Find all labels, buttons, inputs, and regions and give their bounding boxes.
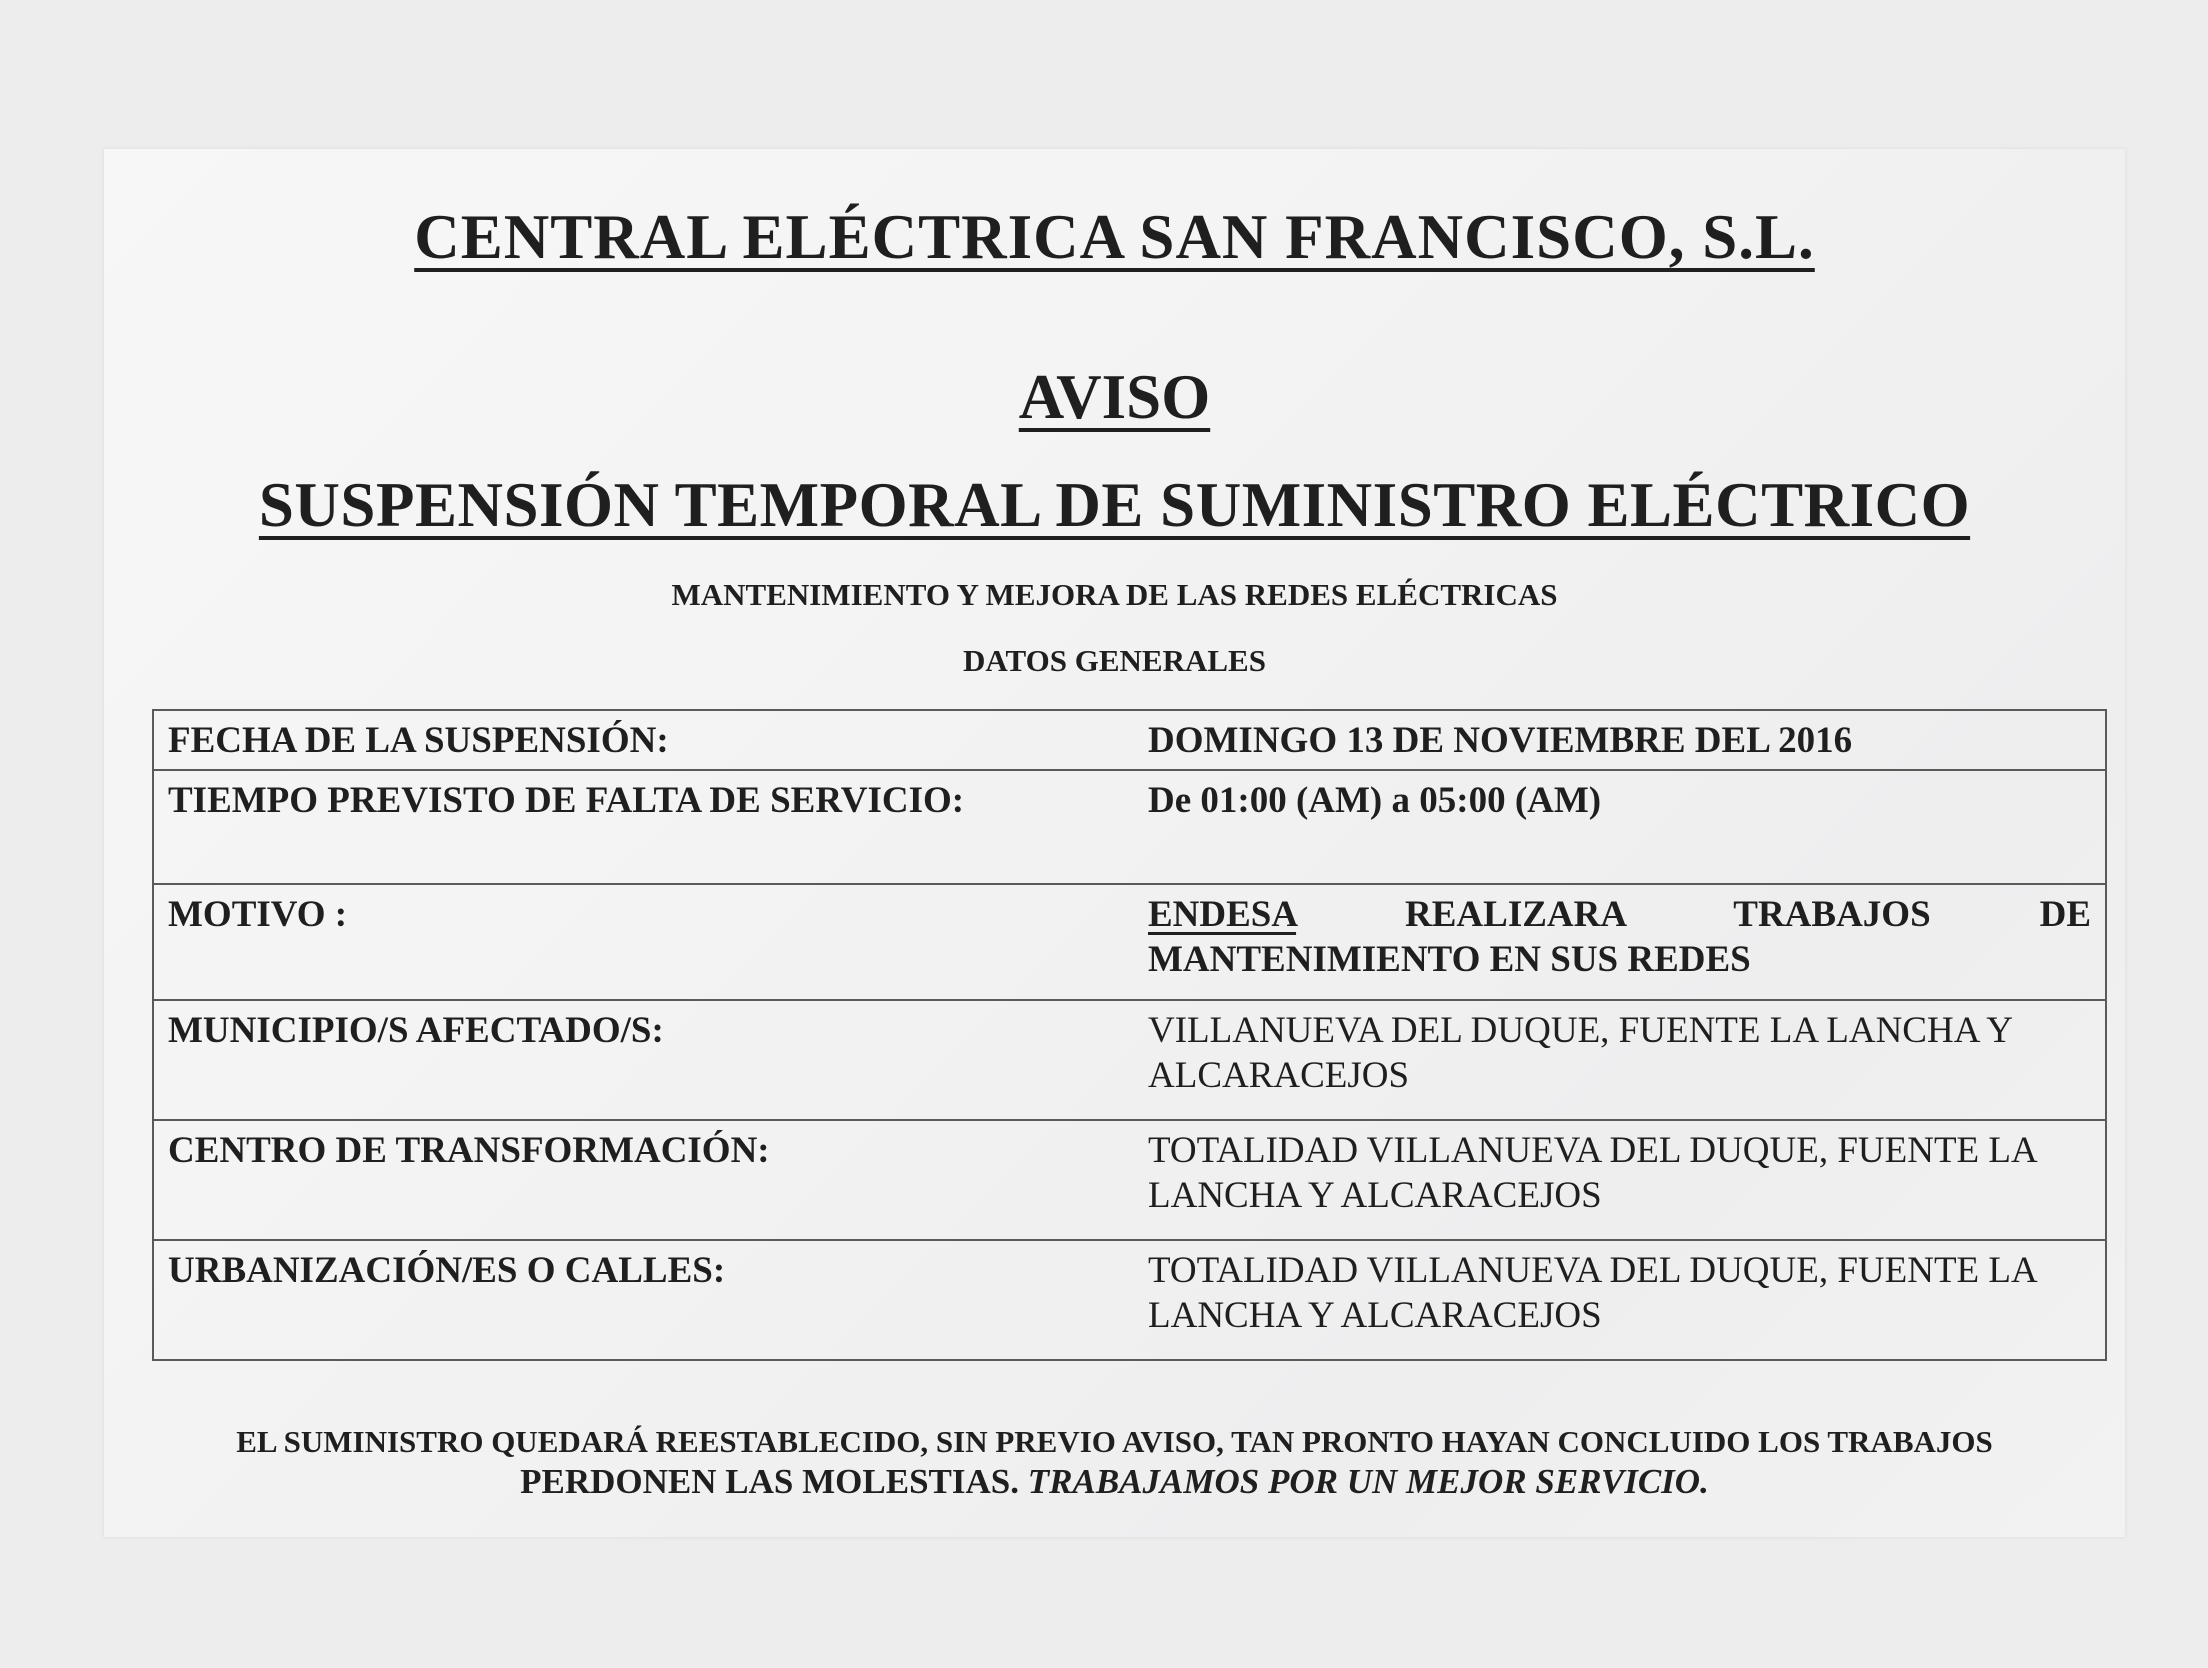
row-value: De 01:00 (AM) a 05:00 (AM) — [1134, 770, 2106, 884]
row-value: TOTALIDAD VILLANUEVA DEL DUQUE, FUENTE LA LANCHA Y ALCARACEJOS — [1134, 1120, 2106, 1240]
row-label: CENTRO DE TRANSFORMACIÓN: — [153, 1120, 1134, 1240]
apology-text: PERDONEN LAS MOLESTIAS. — [520, 1462, 1019, 1501]
row-label: TIEMPO PREVISTO DE FALTA DE SERVICIO: — [153, 770, 1134, 884]
apology-note — [104, 1462, 2125, 1502]
row-label: FECHA DE LA SUSPENSIÓN: — [153, 710, 1134, 770]
notice-heading: AVISO — [1018, 362, 1211, 432]
row-value: TOTALIDAD VILLANUEVA DEL DUQUE, FUENTE LA LANCHA Y ALCARACEJOS — [1134, 1240, 2106, 1360]
details-table — [152, 709, 2107, 1361]
notice-title: SUSPENSIÓN TEMPORAL DE SUMINISTRO ELÉCTRICO — [258, 470, 1971, 540]
section-title: DATOS GENERALES — [963, 643, 1266, 678]
table-row-time — [153, 770, 2106, 884]
row-value: VILLANUEVA DEL DUQUE, FUENTE LA LANCHA Y ALCARACEJOS — [1134, 1000, 2106, 1120]
table-row-municipalities — [153, 1000, 2106, 1120]
row-value: DOMINGO 13 DE NOVIEMBRE DEL 2016 — [1134, 710, 2106, 770]
slogan-text: TRABAJAMOS POR UN MEJOR SERVICIO. — [1027, 1462, 1709, 1501]
reason-text: REALIZARA TRABAJOS DE MANTENIMIENTO EN SUS REDES — [1148, 894, 2092, 980]
company-highlight: ENDESA — [1148, 894, 1297, 936]
table-row-streets — [153, 1240, 2106, 1360]
company-name: CENTRAL ELÉCTRICA SAN FRANCISCO, S.L. — [414, 202, 1815, 272]
row-label: MUNICIPIO/S AFECTADO/S: — [153, 1000, 1134, 1120]
row-value — [1134, 884, 2106, 1000]
table-row-date — [153, 710, 2106, 770]
row-label: URBANIZACIÓN/ES O CALLES: — [153, 1240, 1134, 1360]
row-label: MOTIVO : — [153, 884, 1134, 1000]
notice-sheet — [104, 149, 2125, 1537]
table-row-reason — [153, 884, 2106, 1000]
notice-subtitle: MANTENIMIENTO Y MEJORA DE LAS REDES ELÉCTRICAS — [671, 577, 1558, 612]
restoration-note: EL SUMINISTRO QUEDARÁ REESTABLECIDO, SIN PREVIO AVISO, TAN PRONTO HAYAN CONCLUIDO LOS TRABAJOS — [236, 1424, 1993, 1459]
table-row-transformer — [153, 1120, 2106, 1240]
